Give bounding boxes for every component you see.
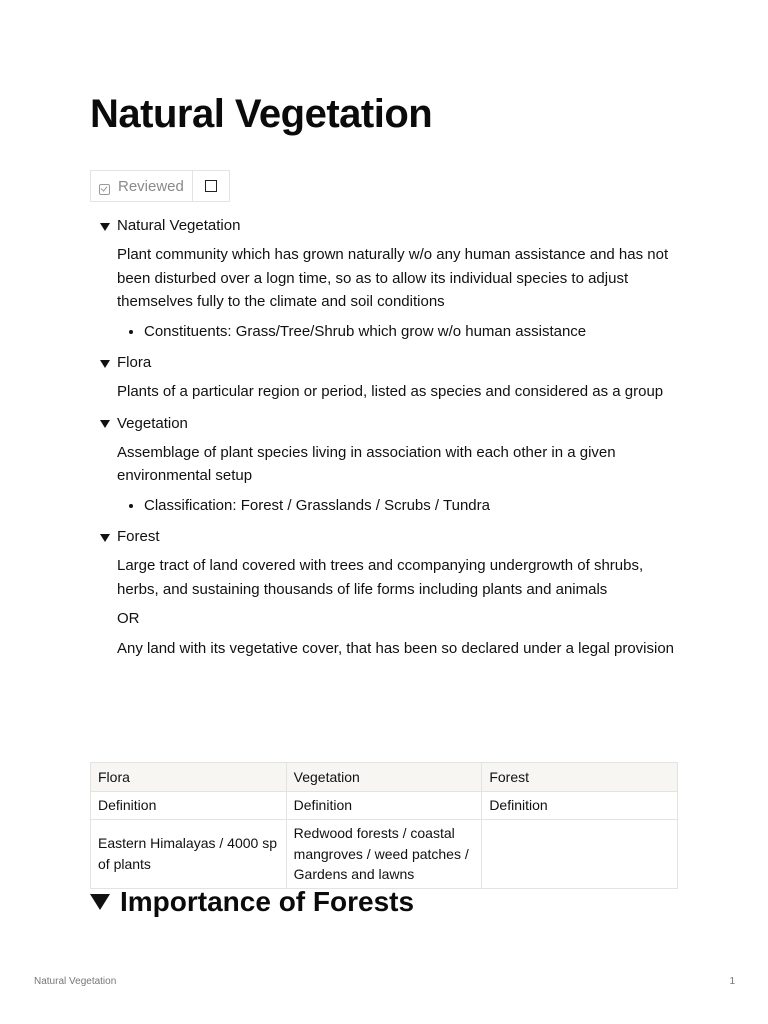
- paragraph: Large tract of land covered with trees and ccompanying undergrowth of shrubs, herbs, and sustaining thousands of life forms including plants and animals: [117, 557, 644, 598]
- table-cell[interactable]: Eastern Himalayas / 4000 sp of plants: [91, 820, 287, 889]
- toggle-header[interactable]: [100, 410, 680, 438]
- footer-title: Natural Vegetation: [34, 976, 117, 987]
- heading-importance-of-forests[interactable]: [90, 886, 414, 918]
- table-row: [91, 820, 678, 889]
- reviewed-checkbox[interactable]: [205, 180, 217, 192]
- paragraph: Plants of a particular region or period, listed as species and considered as a group: [117, 383, 664, 400]
- table-row: [91, 792, 678, 820]
- table-cell[interactable]: Definition: [91, 792, 287, 820]
- property-row: [90, 170, 230, 202]
- bullet-list: [117, 494, 680, 518]
- toggle-body: [100, 554, 680, 660]
- paragraph: Any land with its vegetative cover, that has been so declared under a legal provision: [117, 639, 675, 657]
- comparison-table: [90, 762, 678, 889]
- toggle-title: Vegetation: [117, 414, 188, 432]
- toggle-header[interactable]: [100, 212, 680, 240]
- toggle-vegetation: [100, 410, 680, 518]
- list-item: • Constituents: Grass/Tree/Shrub which grow w/o human assistance: [144, 320, 680, 344]
- property-name[interactable]: [91, 171, 193, 201]
- table-header-cell[interactable]: Vegetation: [286, 763, 482, 792]
- triangle-down-icon[interactable]: [100, 534, 110, 542]
- table-header-cell[interactable]: Flora: [91, 763, 287, 792]
- toggle-body: [100, 380, 680, 404]
- page-content: [100, 212, 680, 666]
- table-cell[interactable]: [482, 820, 678, 889]
- property-label: Reviewed: [118, 177, 184, 195]
- table-cell[interactable]: Redwood forests / coastal mangroves / weed patches / Gardens and lawns: [286, 820, 482, 889]
- list-item: • Classification: Forest / Grasslands / Scrubs / Tundra: [144, 494, 680, 518]
- toggle-header[interactable]: [100, 523, 680, 551]
- toggle-title: Natural Vegetation: [117, 217, 241, 235]
- triangle-down-icon[interactable]: [100, 223, 110, 231]
- heading-text: Importance of Forests: [120, 886, 415, 917]
- triangle-down-icon[interactable]: [90, 894, 110, 910]
- paragraph: Assemblage of plant species living in association with each other in a given environmental setup: [117, 443, 616, 484]
- bullet-list: [117, 320, 680, 344]
- triangle-down-icon[interactable]: [100, 360, 110, 368]
- toggle-body: [100, 243, 680, 343]
- paragraph-or: OR: [117, 610, 140, 627]
- toggle-title: Flora: [117, 354, 152, 372]
- toggle-body: [100, 441, 680, 518]
- toggle-title: Forest: [117, 528, 160, 546]
- table-header-cell[interactable]: Forest: [482, 763, 678, 792]
- table-header-row: [91, 763, 678, 792]
- toggle-natural-vegetation: [100, 212, 680, 343]
- paragraph: Plant community which has grown naturally w/o any human assistance and has not been disturbed over a logn time, so as to allow its individual species to adjust themselves fully to the climate and soil conditions: [117, 246, 669, 310]
- toggle-flora: [100, 349, 680, 404]
- toggle-forest: [100, 523, 680, 660]
- property-value[interactable]: [193, 171, 229, 201]
- triangle-down-icon[interactable]: [100, 420, 110, 428]
- checkbox-property-icon: [99, 184, 110, 195]
- page-number: 1: [729, 976, 735, 987]
- table-cell[interactable]: Definition: [482, 792, 678, 820]
- toggle-header[interactable]: [100, 349, 680, 377]
- page-title: Natural Vegetation: [90, 92, 433, 136]
- table-cell[interactable]: Definition: [286, 792, 482, 820]
